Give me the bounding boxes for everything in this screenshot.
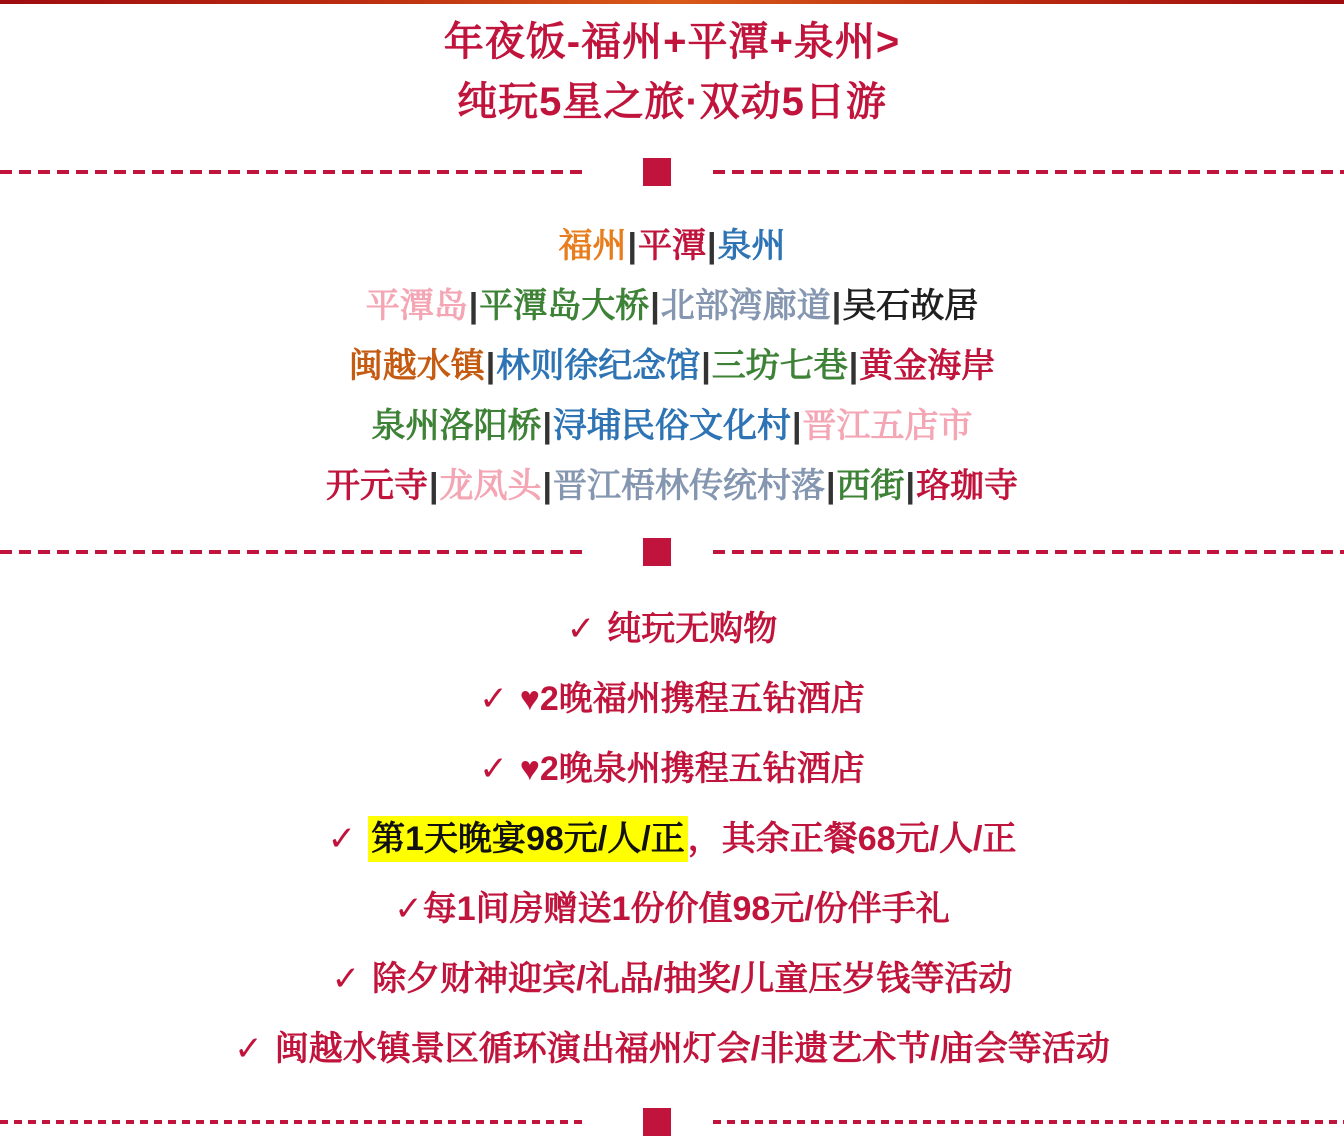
dashed-line	[0, 550, 586, 554]
destination-name: 林则徐纪念馆	[496, 347, 701, 385]
dashed-line	[0, 170, 586, 174]
feature-text: ，其余正餐68元/人/正	[687, 820, 1017, 858]
separator: |	[627, 227, 637, 265]
feature-item	[0, 664, 1344, 734]
destination-list	[0, 216, 1344, 516]
feature-item	[0, 734, 1344, 804]
feature-item	[0, 1014, 1344, 1084]
highlighted-price-text: 第1天晚宴98元/人/正	[368, 816, 688, 862]
separator: |	[468, 287, 479, 325]
destination-name: 泉州	[717, 227, 786, 265]
destination-name: 平潭岛大桥	[479, 287, 650, 325]
separator: |	[831, 287, 842, 325]
section-divider-middle	[0, 538, 1344, 566]
destination-name: 开元寺	[325, 467, 428, 505]
destination-name: 黄金海岸	[859, 347, 996, 385]
destination-name: 闽越水镇	[348, 347, 485, 385]
destination-name: 北部湾廊道	[660, 287, 831, 325]
destination-row	[0, 216, 1344, 276]
destination-name: 三坊七巷	[711, 347, 848, 385]
dashed-line	[713, 550, 1344, 554]
separator: |	[848, 347, 859, 385]
feature-item	[0, 944, 1344, 1014]
destination-row	[0, 276, 1344, 336]
feature-text: 每1间房赠送1份价值98元/份伴手礼	[422, 890, 950, 928]
separator: |	[707, 227, 717, 265]
feature-text: 纯玩无购物	[607, 610, 778, 648]
separator: |	[542, 467, 552, 505]
feature-item	[0, 874, 1344, 944]
dashed-line	[713, 170, 1344, 174]
separator: |	[826, 467, 836, 505]
section-divider-bottom	[0, 1108, 1344, 1136]
feature-text: 闽越水镇景区循环演出福州灯会/非遗艺术节/庙会等活动	[274, 1030, 1110, 1068]
red-square-marker	[643, 1108, 671, 1136]
destination-name: 西街	[836, 467, 905, 505]
destination-name: 泉州洛阳桥	[371, 407, 542, 445]
destination-name: 浔埔民俗文化村	[553, 407, 791, 445]
separator: |	[792, 407, 802, 445]
feature-text: ♥2晚泉州携程五钻酒店	[519, 750, 865, 788]
page-title-line1: 年夜饭-福州+平潭+泉州>	[443, 20, 901, 64]
destination-name: 龙凤头	[439, 467, 542, 505]
check-icon: ✓	[394, 890, 423, 928]
separator: |	[905, 467, 916, 505]
separator: |	[701, 347, 711, 385]
destination-name: 福州	[558, 227, 627, 265]
destination-name: 平潭岛	[365, 287, 468, 325]
header	[0, 4, 1344, 132]
red-square-marker	[643, 538, 671, 566]
separator: |	[428, 467, 439, 505]
destination-row	[0, 456, 1344, 516]
feature-list	[0, 594, 1344, 1084]
check-icon: ✓	[566, 610, 596, 648]
page-title-line2: 纯玩5星之旅·双动5日游	[457, 80, 887, 124]
check-icon: ✓	[479, 750, 508, 788]
dashed-line	[0, 1120, 586, 1124]
feature-text: ♥2晚福州携程五钻酒店	[519, 680, 865, 718]
check-icon: ✓	[234, 1030, 263, 1068]
separator: |	[485, 347, 496, 385]
destination-name: 平潭	[638, 227, 706, 265]
destination-name: 吴石故居	[842, 287, 979, 325]
feature-item	[0, 594, 1344, 664]
destination-name: 珞珈寺	[916, 467, 1019, 505]
dashed-line	[713, 1120, 1344, 1124]
section-divider-top	[0, 158, 1344, 186]
destination-name: 晋江梧林传统村落	[553, 467, 825, 505]
destination-row	[0, 336, 1344, 396]
check-icon: ✓	[479, 680, 508, 718]
check-icon: ✓	[327, 820, 357, 858]
feature-item	[0, 804, 1344, 874]
separator: |	[542, 407, 552, 445]
separator: |	[650, 287, 660, 325]
destination-row	[0, 396, 1344, 456]
feature-text: 除夕财神迎宾/礼品/抽奖/儿童压岁钱等活动	[372, 960, 1013, 998]
destination-name: 晋江五店市	[802, 407, 973, 445]
check-icon: ✓	[331, 960, 361, 998]
red-square-marker	[643, 158, 671, 186]
